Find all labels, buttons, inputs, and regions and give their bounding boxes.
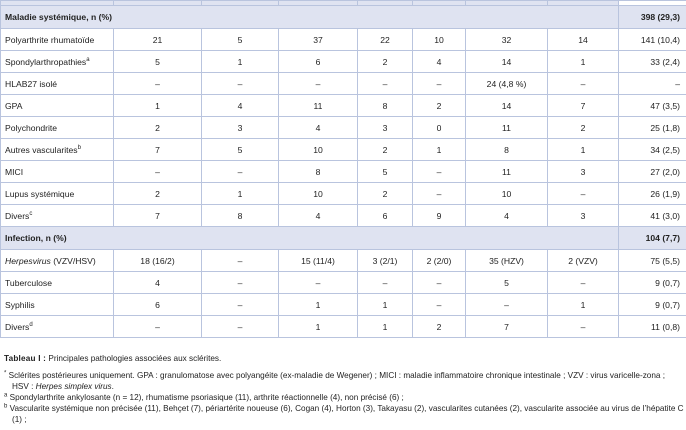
data-cell: 14	[466, 95, 548, 117]
data-cell: –	[413, 294, 466, 316]
data-cell: 1	[114, 95, 202, 117]
table-row	[1, 139, 686, 161]
table-row	[1, 250, 686, 272]
row-label-text: Polyarthrite rhumatoïde	[5, 34, 95, 45]
data-cell: 11	[279, 95, 358, 117]
table-row	[1, 183, 686, 205]
footnote-star-italic: Herpes simplex virus	[35, 382, 112, 391]
footnote-marker: d	[29, 321, 33, 328]
row-total-cell: 9 (0,7)	[619, 294, 686, 316]
data-cell: 2	[114, 117, 202, 139]
data-cell: –	[279, 73, 358, 95]
table-row	[1, 117, 686, 139]
data-cell: 8	[358, 95, 413, 117]
data-cell: 2	[358, 51, 413, 73]
data-cell: 2 (2/0)	[413, 250, 466, 272]
section-header-row	[1, 6, 686, 29]
footnote-star-text: Sclérites postérieures uniquement. GPA : granulomatose avec polyangéite (ex-maladie de Wegener) ; MICI : maladie inflammatoire chronique intestinale ; VZV : virus varicelle-zona ; HSV :	[6, 371, 665, 391]
data-cell: –	[279, 272, 358, 294]
data-cell: –	[413, 272, 466, 294]
data-cell: 5	[202, 139, 279, 161]
row-total-cell: 9 (0,7)	[619, 272, 686, 294]
data-cell: –	[466, 294, 548, 316]
data-cell: –	[114, 161, 202, 183]
section-header-row	[1, 227, 686, 250]
data-cell: 2	[548, 117, 619, 139]
row-label	[1, 73, 114, 95]
data-cell: 4	[114, 272, 202, 294]
row-total-cell: 11 (0,8)	[619, 316, 686, 338]
row-total-cell: 33 (2,4)	[619, 51, 686, 73]
data-cell: 10	[279, 183, 358, 205]
data-cell: 1	[358, 316, 413, 338]
data-cell: 1	[413, 139, 466, 161]
data-cell: 1	[358, 294, 413, 316]
row-label-text: Spondylarthropathies	[5, 56, 87, 67]
row-label-text: Divers	[5, 210, 30, 221]
caption-prefix: Tableau I :	[4, 354, 47, 363]
data-cell: 14	[466, 51, 548, 73]
data-cell: –	[202, 272, 279, 294]
data-cell: 6	[279, 51, 358, 73]
footnote-b-mark: b	[4, 403, 8, 410]
data-cell: 5	[358, 161, 413, 183]
data-cell: 2	[413, 316, 466, 338]
data-cell: 0	[413, 117, 466, 139]
data-cell: 4	[279, 205, 358, 227]
row-label	[1, 51, 114, 73]
data-cell: 21	[114, 29, 202, 51]
data-cell: 4	[466, 205, 548, 227]
data-cell: 35 (HZV)	[466, 250, 548, 272]
table-row	[1, 51, 686, 73]
row-total-cell: 41 (3,0)	[619, 205, 686, 227]
table-notes	[4, 353, 684, 425]
data-cell: –	[358, 272, 413, 294]
data-cell: –	[114, 73, 202, 95]
table-row	[1, 205, 686, 227]
data-cell: –	[202, 161, 279, 183]
row-total-cell: 25 (1,8)	[619, 117, 686, 139]
row-label	[1, 205, 114, 227]
data-cell: 5	[202, 29, 279, 51]
table-row	[1, 161, 686, 183]
data-cell: 10	[466, 183, 548, 205]
data-cell: 9	[413, 205, 466, 227]
section-total: 104 (7,7)	[619, 227, 686, 250]
data-cell: –	[548, 73, 619, 95]
data-cell: 15 (11/4)	[279, 250, 358, 272]
data-cell: –	[114, 316, 202, 338]
row-label-suffix: (VZV/HSV)	[50, 255, 96, 266]
data-cell: 5	[114, 51, 202, 73]
data-cell: 2	[114, 183, 202, 205]
table-row	[1, 272, 686, 294]
data-cell: 1	[202, 183, 279, 205]
footnote-star-end: .	[111, 382, 114, 391]
data-cell: 1	[548, 294, 619, 316]
data-cell: 7	[114, 139, 202, 161]
row-label	[1, 294, 114, 316]
table-row	[1, 294, 686, 316]
data-cell: 6	[114, 294, 202, 316]
section-total: 398 (29,3)	[619, 6, 686, 29]
data-cell: 3	[358, 117, 413, 139]
row-label-text: Polychondrite	[5, 122, 58, 133]
row-label	[1, 117, 114, 139]
data-cell: 4	[202, 95, 279, 117]
caption-text: Principales pathologies associées aux sclérites.	[46, 354, 222, 363]
data-cell: 5	[466, 272, 548, 294]
row-label-text: GPA	[5, 100, 23, 111]
data-cell: 4	[279, 117, 358, 139]
row-label	[1, 250, 114, 272]
data-cell: –	[202, 316, 279, 338]
data-cell: –	[358, 73, 413, 95]
data-cell: –	[413, 183, 466, 205]
row-label	[1, 272, 114, 294]
data-cell: 7	[548, 95, 619, 117]
row-label-text: Lupus systémique	[5, 188, 75, 199]
data-cell: –	[413, 73, 466, 95]
footnote-marker: a	[86, 56, 90, 63]
data-cell: 8	[279, 161, 358, 183]
footnote-a-text: Spondylarthrite ankylosante (n = 12), rhumatisme psoriasique (11), arthrite réactionnelle (4), non précisé (6) ;	[7, 393, 404, 402]
row-total-cell: 26 (1,9)	[619, 183, 686, 205]
data-cell: 32	[466, 29, 548, 51]
data-cell: –	[548, 316, 619, 338]
table-row	[1, 95, 686, 117]
row-label	[1, 29, 114, 51]
data-cell: 11	[466, 117, 548, 139]
row-label-text: Herpesvirus	[5, 255, 51, 266]
footnote-star	[4, 370, 684, 392]
row-label-text: Syphilis	[5, 299, 35, 310]
row-total-cell: 27 (2,0)	[619, 161, 686, 183]
data-cell: –	[548, 183, 619, 205]
section-title: Infection, n (%)	[1, 227, 619, 250]
data-cell: 3	[548, 161, 619, 183]
data-cell: 6	[358, 205, 413, 227]
table-row	[1, 316, 686, 338]
data-cell: 2	[358, 139, 413, 161]
data-cell: 22	[358, 29, 413, 51]
data-cell: 1	[279, 316, 358, 338]
row-label	[1, 95, 114, 117]
row-label	[1, 139, 114, 161]
data-cell: 24 (4,8 %)	[466, 73, 548, 95]
footnote-b	[4, 403, 684, 425]
data-cell: 10	[413, 29, 466, 51]
footnote-star-mark: *	[4, 370, 7, 377]
table-body	[1, 1, 686, 338]
row-label-text: HLAB27 isolé	[5, 78, 58, 89]
footnote-b-text: Vascularite systémique non précisée (11), Behçet (7), périartérite noueuse (6), Cogan (4), Horton (3), Takayasu (2), vascularites cutanées (2), vascularite associée au virus de l’hépatite C (1) ;	[7, 404, 684, 424]
row-total-cell: 141 (10,4)	[619, 29, 686, 51]
data-cell: 1	[202, 51, 279, 73]
row-label	[1, 316, 114, 338]
row-label-text: Divers	[5, 321, 30, 332]
footnote-marker: b	[77, 144, 81, 151]
row-total-cell: 47 (3,5)	[619, 95, 686, 117]
row-label-text: Tuberculose	[5, 277, 52, 288]
data-cell: 11	[466, 161, 548, 183]
row-total-cell: –	[619, 73, 686, 95]
data-cell: 37	[279, 29, 358, 51]
data-cell: 2 (VZV)	[548, 250, 619, 272]
data-cell: 1	[548, 139, 619, 161]
data-cell: –	[202, 250, 279, 272]
data-cell: 7	[114, 205, 202, 227]
footnote-marker: c	[29, 210, 33, 217]
data-cell: 10	[279, 139, 358, 161]
row-label-text: MICI	[5, 166, 24, 177]
data-cell: –	[413, 161, 466, 183]
data-cell: 7	[466, 316, 548, 338]
data-cell: 1	[548, 51, 619, 73]
data-cell: –	[202, 73, 279, 95]
data-cell: 4	[413, 51, 466, 73]
data-cell: 8	[466, 139, 548, 161]
table-row	[1, 73, 686, 95]
data-cell: 3	[202, 117, 279, 139]
row-total-cell: 34 (2,5)	[619, 139, 686, 161]
data-cell: –	[548, 272, 619, 294]
footnote-a-mark: a	[4, 392, 8, 399]
data-cell: 2	[358, 183, 413, 205]
data-cell: 18 (16/2)	[114, 250, 202, 272]
data-cell: 3 (2/1)	[358, 250, 413, 272]
data-cell: 3	[548, 205, 619, 227]
row-total-cell: 75 (5,5)	[619, 250, 686, 272]
data-cell: 2	[413, 95, 466, 117]
table-row	[1, 29, 686, 51]
row-label	[1, 183, 114, 205]
row-label-text: Autres vascularites	[5, 144, 78, 155]
data-cell: 14	[548, 29, 619, 51]
table-caption	[4, 353, 684, 364]
data-cell: 8	[202, 205, 279, 227]
data-cell: 1	[279, 294, 358, 316]
data-cell: –	[202, 294, 279, 316]
row-label	[1, 161, 114, 183]
section-title: Maladie systémique, n (%)	[1, 6, 619, 29]
footnote-a	[4, 392, 684, 403]
